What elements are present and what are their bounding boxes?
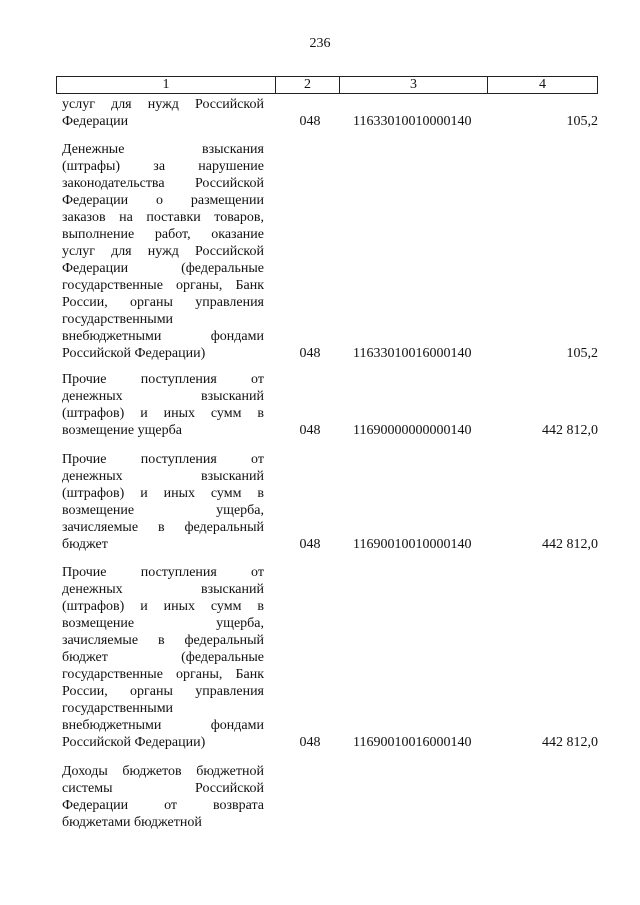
description-line: внебюджетными фондами	[62, 329, 264, 344]
description-line: Федерации (федеральные	[62, 261, 264, 276]
row-description	[62, 141, 264, 362]
description-line: (штрафов) и иных сумм в	[62, 406, 264, 421]
header-col-2: 2	[276, 77, 340, 93]
row-description	[62, 451, 264, 553]
amount-value: 442 812,0	[542, 423, 598, 438]
amount-value: 442 812,0	[542, 537, 598, 552]
description-line: услуг для нужд Российской	[62, 97, 264, 112]
description-line: услуг для нужд Российской	[62, 244, 264, 259]
description-line: денежных взысканий	[62, 389, 264, 404]
description-line: системы Российской	[62, 781, 264, 796]
description-line: (штрафы) за нарушение	[62, 159, 264, 174]
description-line: Федерации	[62, 114, 129, 129]
budget-code: 11690010016000140	[353, 735, 472, 750]
description-line: заказов на поставки товаров,	[62, 210, 264, 225]
description-line: Федерации от возврата	[62, 798, 264, 813]
description-line: бюджет (федеральные	[62, 650, 264, 665]
description-line: государственными	[62, 312, 174, 327]
budget-code: 11633010010000140	[353, 114, 472, 129]
description-line: внебюджетными фондами	[62, 718, 264, 733]
row-description	[62, 564, 264, 751]
description-line: бюджет	[62, 537, 108, 552]
description-line: государственные органы, Банк	[62, 667, 264, 682]
description-line: Российской Федерации)	[62, 735, 206, 750]
description-line: возмещение ущерба,	[62, 503, 264, 518]
description-line: денежных взысканий	[62, 469, 264, 484]
header-col-4: 4	[539, 77, 546, 92]
budget-code: 11633010016000140	[353, 346, 472, 361]
description-line: государственные органы, Банк	[62, 278, 264, 293]
budget-code: 11690010010000140	[353, 537, 472, 552]
description-line: возмещение ущерба,	[62, 616, 264, 631]
description-line: государственными	[62, 701, 174, 716]
admin-code: 048	[299, 114, 321, 129]
description-line: законодательства Российской	[62, 176, 264, 191]
description-line: Федерации о размещении	[62, 193, 264, 208]
amount-value: 105,2	[566, 346, 598, 361]
header-col-1: 1	[57, 77, 276, 93]
header-col-3: 3	[340, 77, 488, 93]
description-line: России, органы управления	[62, 295, 264, 310]
description-line: России, органы управления	[62, 684, 264, 699]
admin-code: 048	[299, 537, 321, 552]
description-line: зачисляемые в федеральный	[62, 520, 264, 535]
description-line: денежных взысканий	[62, 582, 264, 597]
row-description	[62, 96, 264, 130]
admin-code: 048	[299, 735, 321, 750]
description-line: (штрафов) и иных сумм в	[62, 486, 264, 501]
description-line: бюджетами бюджетной	[62, 815, 202, 830]
description-line: Прочие поступления от	[62, 565, 264, 580]
amount-value: 442 812,0	[542, 735, 598, 750]
row-description	[62, 371, 264, 439]
admin-code: 048	[299, 346, 321, 361]
description-line: Доходы бюджетов бюджетной	[62, 764, 264, 779]
table-header	[56, 76, 598, 94]
description-line: возмещение ущерба	[62, 423, 182, 438]
description-line: (штрафов) и иных сумм в	[62, 599, 264, 614]
description-line: выполнение работ, оказание	[62, 227, 264, 242]
description-line: Прочие поступления от	[62, 452, 264, 467]
description-line: Денежные взыскания	[62, 142, 264, 157]
admin-code: 048	[299, 423, 321, 438]
description-line: Российской Федерации)	[62, 346, 206, 361]
description-line: зачисляемые в федеральный	[62, 633, 264, 648]
page-number: 236	[309, 36, 331, 51]
row-description	[62, 763, 264, 831]
amount-value: 105,2	[566, 114, 598, 129]
description-line: Прочие поступления от	[62, 372, 264, 387]
budget-code: 11690000000000140	[353, 423, 472, 438]
